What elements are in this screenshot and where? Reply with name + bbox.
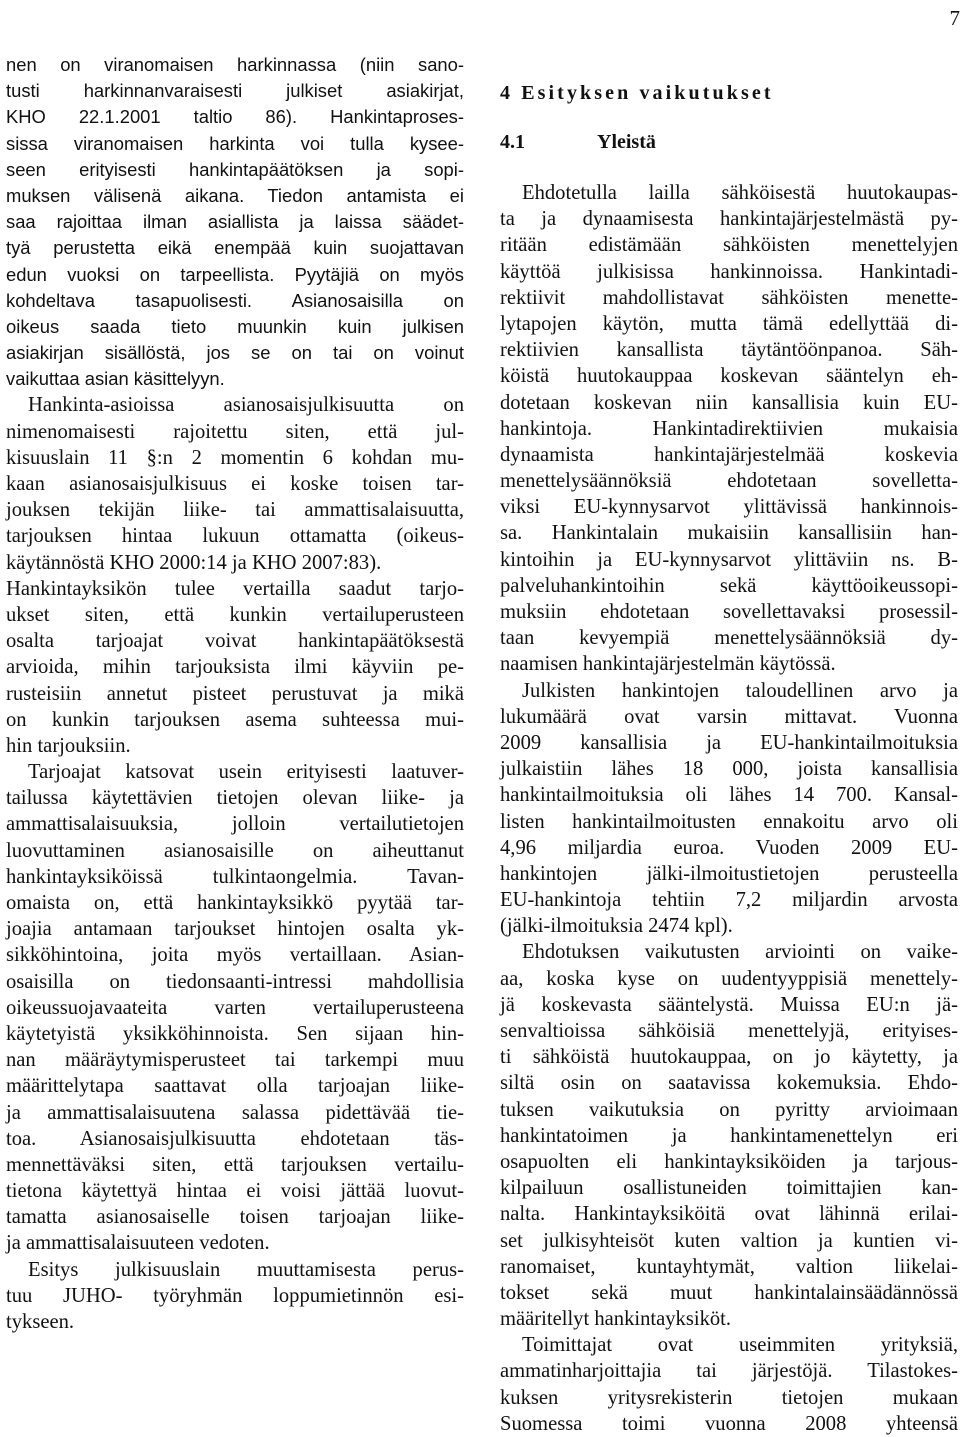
text-line: tamatta asianosaiselle toisen tarjoajan liike- xyxy=(6,1206,464,1229)
text-line: käyttöä julkisissa hankinnoissa. Hankintadi- xyxy=(500,260,958,283)
text-line: osaisilla on tiedonsaanti-intressi mahdollisia xyxy=(6,970,464,993)
text-line: ta ja dynaamisesta hankintajärjestelmästä py- xyxy=(500,208,958,231)
text-line: Hankintayksikön tulee vertailla saadut tarjo- xyxy=(6,577,464,600)
text-line: ukset siten, että kunkin vertailuperusteen xyxy=(6,603,464,626)
text-line: lukumäärä ovat varsin mittavat. Vuonna xyxy=(500,705,958,728)
text-line: Tarjoajat katsovat usein erityisesti laatuver- xyxy=(28,761,464,784)
text-line: rektiivien kansallista täytäntöönpanoa. Säh- xyxy=(500,339,958,362)
left-column xyxy=(6,52,464,1335)
text-line: siltä osin on saatavissa kokemuksia. Ehdo- xyxy=(500,1072,958,1095)
text-line: Esitys julkisuuslain muuttamisesta perus- xyxy=(28,1258,464,1281)
text-line: määritellyt hankintayksiköt. xyxy=(500,1308,732,1331)
text-line: 4,96 miljardia euroa. Vuoden 2009 EU- xyxy=(500,836,958,859)
text-line: oikeussuojavaateita varten vertailuperusteena xyxy=(6,996,464,1019)
text-line: on kunkin tarjouksen asema suhteessa mui- xyxy=(6,708,464,731)
text-line: jouksen tekijän liike- tai ammattisalaisuutta, xyxy=(6,499,464,522)
text-line: käytetyistä yksikköhinnoista. Sen sijaan hin- xyxy=(6,1022,464,1045)
text-line: saa rajoittaa ilman asiallista ja laissa säädet- xyxy=(6,211,464,233)
text-line: KHO 22.1.2001 taltio 86). Hankintaproses- xyxy=(6,106,464,128)
right-column-body xyxy=(500,180,958,1437)
text-line: ritään edistämään sähköisten menettelyjen xyxy=(500,234,958,257)
text-line: senvaltioissa sähköisiä menettelyjä, erityises- xyxy=(500,1020,958,1042)
text-line: set julkisyhteisöt kuten valtion ja kuntien vi- xyxy=(500,1229,958,1252)
text-line: tykseen. xyxy=(6,1311,75,1333)
text-line: naamisen hankintajärjestelmän käytössä. xyxy=(500,653,836,676)
text-line: köistä huutokauppaa koskevan sääntelyn eh- xyxy=(500,365,958,388)
text-line: muksiin ehdotetaan sovellettavaksi prosessil- xyxy=(500,601,958,623)
text-line: taan kevyempiä menettelysäännöksiä dy- xyxy=(500,627,958,650)
text-line: tyä perustetta eikä enempää kuin suojattavan xyxy=(6,237,464,259)
text-line: käytännöstä KHO 2000:14 ja KHO 2007:83). xyxy=(6,551,382,574)
text-line: tuksen vaikutuksia on pyritty arvioimaan xyxy=(500,1098,958,1121)
text-line: sikköhintoina, joita myös vertaillaan. Asian- xyxy=(6,944,464,967)
text-line: hankintailmoituksia oli lähes 14 700. Kansal- xyxy=(500,784,958,807)
text-line: nimenomaisesti rajoitettu siten, että jul- xyxy=(6,420,464,443)
text-line: viksi EU-kynnysarvot ylittävissä hankinnois- xyxy=(500,496,958,519)
text-line: kintoihin ja EU-kynnysarvot ylittäviin ns. B- xyxy=(500,548,958,571)
text-line: määrittelytapa saattavat olla tarjoajan liike- xyxy=(6,1075,464,1098)
text-line: ja ammattisalaisuuteen vedoten. xyxy=(6,1232,270,1255)
text-line: tarjouksen hintaa lukuun ottamatta (oikeus- xyxy=(6,525,464,548)
text-line: seen erityisesti hankintapäätöksen ja sopi- xyxy=(6,158,464,180)
text-line: kisuuslain 11 §:n 2 momentin 6 kohdan mu- xyxy=(6,446,464,469)
text-line: mennettäväksi siten, että tarjouksen vertailu- xyxy=(6,1153,464,1176)
text-line: 2009 kansallisia ja EU-hankintailmoituksia xyxy=(500,731,958,754)
text-line: jä koskevasta sääntelystä. Muissa EU:n jä- xyxy=(500,993,958,1016)
text-line: EU-hankintoja tehtiin 7,2 miljardin arvosta xyxy=(500,889,958,912)
text-line: hin tarjouksiin. xyxy=(6,734,131,757)
text-line: rektiivit mahdollistavat sähköisten menette- xyxy=(500,286,958,309)
text-line: nen on viranomaisen harkinnassa (niin sano- xyxy=(6,54,464,75)
subsection-number: 4.1 xyxy=(500,131,525,153)
text-line: hankintoja. Hankintadirektiivien mukaisia xyxy=(500,417,958,440)
text-line: ammattisalaisuuksia, jolloin vertailutietojen xyxy=(6,813,464,836)
right-column xyxy=(500,80,958,1437)
text-line: sissa viranomaisen harkinta voi tulla kysee- xyxy=(6,132,464,154)
text-line: luovuttaminen asianosaisille on aiheuttanut xyxy=(6,839,464,862)
text-line: joajia antamaan tarjoukset hintojen osalta yk- xyxy=(6,918,464,941)
text-line: kaan asianosaisjulkisuus ei koske toisen tar- xyxy=(6,473,464,495)
text-line: nalta. Hankintayksiköitä ovat lähinnä erilai- xyxy=(500,1203,958,1226)
text-line: lytapojen käytön, mutta tämä edellyttää di- xyxy=(500,312,958,335)
text-line: oikeus saada tieto muunkin kuin julkisen xyxy=(6,315,464,337)
text-line: Julkisten hankintojen taloudellinen arvo ja xyxy=(522,679,958,702)
text-line: tusti harkinnanvaraisesti julkiset asiakirjat, xyxy=(6,80,464,102)
text-line: arvioida, mihin tarjouksista ilmi käyviin pe- xyxy=(6,656,464,679)
text-line: listen hankintailmoitusten ennakoitu arvo oli xyxy=(500,810,958,833)
text-line: toa. Asianosaisjulkisuutta ehdotetaan täs- xyxy=(6,1127,464,1150)
text-line: ja ammattisalaisuutena salassa pidettävää tie- xyxy=(6,1101,464,1124)
text-line: rusteisiin annetut pisteet perustuvat ja mikä xyxy=(6,682,464,705)
text-line: Hankinta-asioissa asianosaisjulkisuutta on xyxy=(28,394,464,417)
text-line: Suomessa toimi vuonna 2008 yhteensä xyxy=(500,1412,958,1435)
subsection-heading xyxy=(500,129,958,155)
text-line: vaikuttaa asian käsittelyyn. xyxy=(6,368,225,390)
text-line: tailussa käytettävien tietojen olevan liike- ja xyxy=(6,787,464,810)
text-line: Ehdotuksen vaikutusten arviointi on vaike- xyxy=(522,941,958,964)
text-line: sa. Hankintalain mukaisiin kansallisiin han- xyxy=(500,522,958,545)
text-line: Toimittajat ovat useimmiten yrityksiä, xyxy=(522,1334,958,1357)
text-line: edun vuoksi on tarpeellista. Pyytäjiä on myös xyxy=(6,263,464,285)
text-line: julkaistiin lähes 18 000, joista kansallisia xyxy=(500,758,958,781)
text-line: kuksen yritysrekisterin tietojen mukaan xyxy=(500,1386,958,1409)
text-line: ti sähköistä huutokauppaa, on jo käytetty, ja xyxy=(500,1046,958,1069)
section-heading: 4 Esityksen vaikutukset xyxy=(500,82,774,104)
text-line: omaista on, että hankintayksikkö pyytää tar- xyxy=(6,892,464,914)
text-line: aa, koska kyse on uudentyyppisiä menettely- xyxy=(500,967,958,990)
subsection-title: Yleistä xyxy=(597,131,656,153)
text-line: muksen välisenä aikana. Tiedon antamista ei xyxy=(6,184,464,206)
text-line: tietona käytettyä hintaa ei voisi jättää luovut- xyxy=(6,1180,464,1203)
text-line: nan määräytymisperusteet tai tarkempi muu xyxy=(6,1049,464,1072)
text-line: palveluhankintoihin sekä käyttöoikeussopi- xyxy=(500,574,958,597)
text-line: tuu JUHO- työryhmän loppumietinnön esi- xyxy=(6,1284,464,1307)
text-line: hankintayksiköissä tulkintaongelmia. Tavan- xyxy=(6,865,464,888)
text-line: ammatinharjoittajia tai järjestöjä. Tilastokes- xyxy=(500,1360,958,1383)
text-line: hankintatoimen ja hankintamenettelyn eri xyxy=(500,1124,958,1147)
text-line: kilpailuun osallistuneiden toimittajien kan- xyxy=(500,1177,958,1200)
text-line: kohdeltava tasapuolisesti. Asianosaisilla on xyxy=(6,289,464,311)
text-line: asiakirjan sisällöstä, jos se on tai on voinut xyxy=(6,342,464,364)
text-line: (jälki-ilmoituksia 2474 kpl). xyxy=(500,915,733,938)
text-line: Ehdotetulla lailla sähköisestä huutokaupas- xyxy=(522,182,958,204)
text-line: tokset sekä muut hankintalainsäädännössä xyxy=(500,1281,958,1304)
text-line: dotetaan koskevan niin kansallisia kuin EU- xyxy=(500,391,958,414)
text-line: ranomaiset, kuntayhtymät, valtion liikelai- xyxy=(500,1255,958,1278)
text-line: osapuolten eli hankintayksiköiden ja tarjous- xyxy=(500,1150,958,1173)
text-line: dynaamista hankintajärjestelmää koskevia xyxy=(500,443,958,466)
text-line: menettelysäännöksiä ehdotetaan sovelletta- xyxy=(500,470,958,493)
text-line: hankintojen jälki-ilmoitustietojen perusteella xyxy=(500,862,958,885)
text-line: osalta tarjoajat voivat hankintapäätöksestä xyxy=(6,630,464,653)
page-number: 7 xyxy=(949,6,960,30)
